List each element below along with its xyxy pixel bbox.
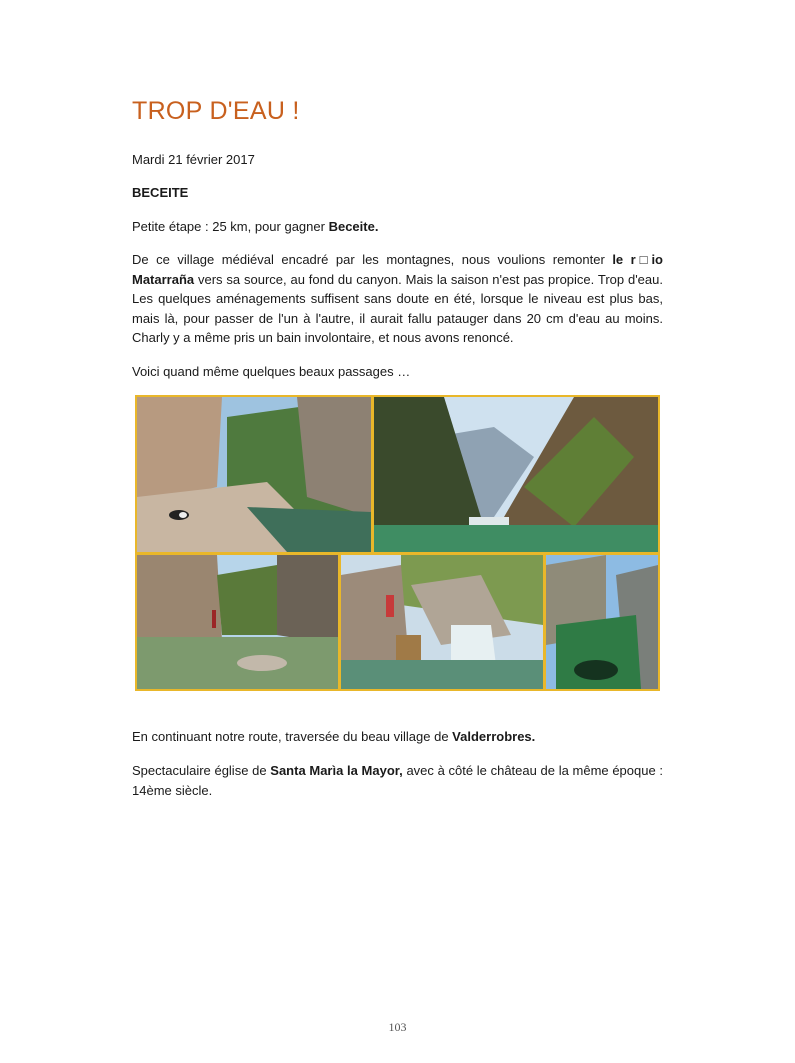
photo-walkway-river [137, 555, 338, 689]
place-heading [132, 183, 663, 203]
place-name: BECEITE [132, 185, 189, 200]
paragraph-intro [132, 217, 663, 237]
date-line: Mardi 21 février 2017 [132, 152, 255, 167]
photo-canyon-path-dog [137, 397, 371, 552]
paragraph-church-bold: Santa Marìa la Mayor, [270, 763, 403, 778]
photo-emerald-pool [546, 555, 658, 689]
photo-gorge-pool [374, 397, 658, 552]
photo-collage [135, 395, 660, 691]
paragraph-church-text-2: avec à côté le château de la même époque : 14ème siècle. [132, 763, 663, 798]
paragraph-canyon-bold: le r□io Matarraña [132, 252, 663, 287]
page-number: 103 [388, 1020, 407, 1034]
paragraph-canyon [132, 250, 663, 348]
paragraph-valderrobres-text: En continuant notre route, traversée du beau village de [132, 729, 453, 744]
paragraph-passages: Voici quand même quelques beaux passages … [132, 364, 411, 379]
paragraph-canyon-text-2: vers sa source, au fond du canyon. Mais la saison n'est pas propice. Trop d'eau. Les quelques aménagements suffisent sans doute en été, lorsque le niveau est plus bas, mais là, pour passer de l'un à l'autre, il aurait fallu patauger dans 20 cm d'eau au moins. Charly y a même pris un bain involontaire, et nous avons renoncé. [132, 271, 663, 345]
paragraph-valderrobres [132, 727, 663, 747]
paragraph-church [132, 761, 663, 800]
paragraph-intro-bold: Beceite. [328, 219, 379, 234]
paragraph-intro-text: Petite étape : 25 km, pour gagner [132, 219, 329, 234]
photo-hiker-waterfall [341, 555, 543, 689]
page-title: TROP D'EAU ! [132, 97, 300, 125]
paragraph-valderrobres-bold: Valderrobres. [452, 729, 536, 744]
paragraph-canyon-text-1: De ce village médiéval encadré par les montagnes, nous voulions remonter [132, 252, 613, 267]
paragraph-church-text-1: Spectaculaire église de [132, 763, 271, 778]
